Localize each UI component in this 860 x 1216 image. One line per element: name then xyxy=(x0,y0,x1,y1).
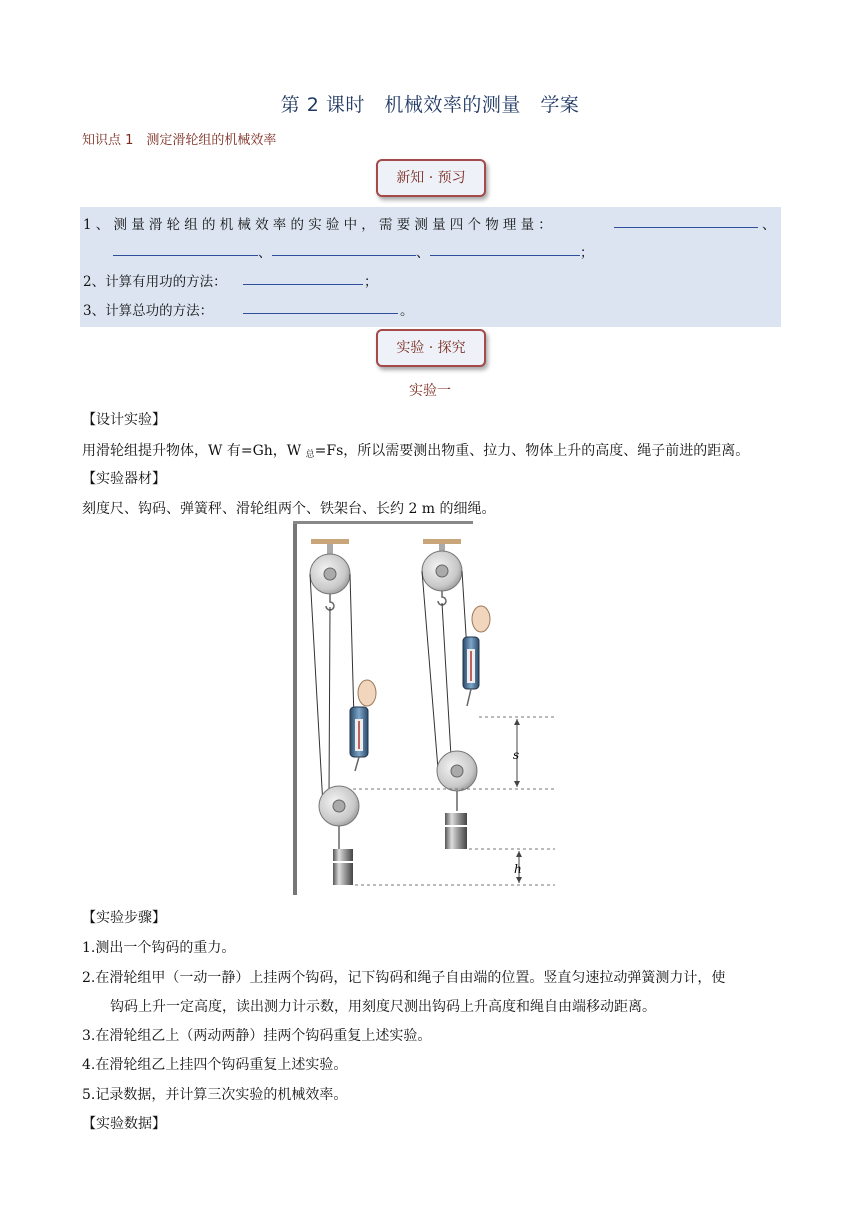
page-title: 第 2 课时 机械效率的测量 学案 xyxy=(280,94,580,116)
question-2-text: 2、计算有用功的方法： xyxy=(83,274,227,290)
design-subscript: 总 xyxy=(305,450,315,460)
design-text xyxy=(82,440,749,460)
equipment-heading: 【实验器材】 xyxy=(82,471,166,487)
answer-blank-1[interactable] xyxy=(614,213,758,228)
question-1 xyxy=(83,213,556,233)
step-item: 3.在滑轮组乙上（两动两静）挂两个钩码重复上述实验。 xyxy=(82,1028,432,1044)
s-label: s xyxy=(513,748,520,762)
knowledge-point-heading: 知识点 1 测定滑轮组的机械效率 xyxy=(82,133,277,148)
banner-preview: 新知 · 预习 xyxy=(376,159,486,197)
design-heading: 【设计实验】 xyxy=(82,412,166,428)
steps-heading: 【实验步骤】 xyxy=(82,910,166,926)
design-text-part-2: =Fs，所以需要测出物重、拉力、物体上升的高度、绳子前进的距离。 xyxy=(314,443,750,459)
answer-blank-6[interactable] xyxy=(243,299,398,314)
design-text-part-1: 用滑轮组提升物体，W 有=Gh，W xyxy=(82,443,306,459)
equipment-text: 刻度尺、钩码、弹簧秤、滑轮组两个、铁架台、长约 2 m 的细绳。 xyxy=(82,501,496,517)
step-item-continuation: 钩码上升一定高度，读出测力计示数，用刻度尺测出钩码上升高度和绳自由端移动距离。 xyxy=(110,999,656,1015)
separator: 、 xyxy=(762,217,776,233)
pulley-system-right xyxy=(422,539,490,849)
banner-experiment: 实验 · 探究 xyxy=(376,329,486,367)
separator: 、 xyxy=(258,245,272,261)
question-2 xyxy=(83,270,227,290)
pulley-system-left xyxy=(310,539,376,885)
step-item: 4.在滑轮组乙上挂四个钩码重复上述实验。 xyxy=(82,1057,348,1073)
separator: 、 xyxy=(416,245,430,261)
step-item: 1.测出一个钩码的重力。 xyxy=(82,940,236,956)
step-item: 2.在滑轮组甲（一动一静）上挂两个钩码，记下钩码和绳子自由端的位置。竖直匀速拉动弹簧测力计，使 xyxy=(82,970,726,986)
stand-bar xyxy=(293,521,473,524)
step-item: 5.记录数据，并计算三次实验的机械效率。 xyxy=(82,1087,348,1103)
separator: ； xyxy=(580,245,594,261)
answer-blank-5[interactable] xyxy=(243,270,363,285)
answer-blank-4[interactable] xyxy=(430,241,580,256)
question-3-text: 3、计算总功的方法： xyxy=(83,303,214,319)
preview-panel xyxy=(80,207,781,327)
answer-blank-3[interactable] xyxy=(272,241,416,256)
answer-blank-2[interactable] xyxy=(113,241,258,256)
h-label: h xyxy=(514,862,522,876)
separator: ； xyxy=(364,274,378,290)
question-3 xyxy=(83,299,213,319)
pulley-figure xyxy=(293,521,555,895)
separator: 。 xyxy=(400,303,414,319)
question-1-text: 1、测量滑轮组的机械效率的实验中，需要测量四个物理量： xyxy=(83,217,556,233)
experiment-title: 实验一 xyxy=(409,383,451,399)
data-heading: 【实验数据】 xyxy=(82,1116,166,1132)
stand-pole xyxy=(293,521,297,895)
